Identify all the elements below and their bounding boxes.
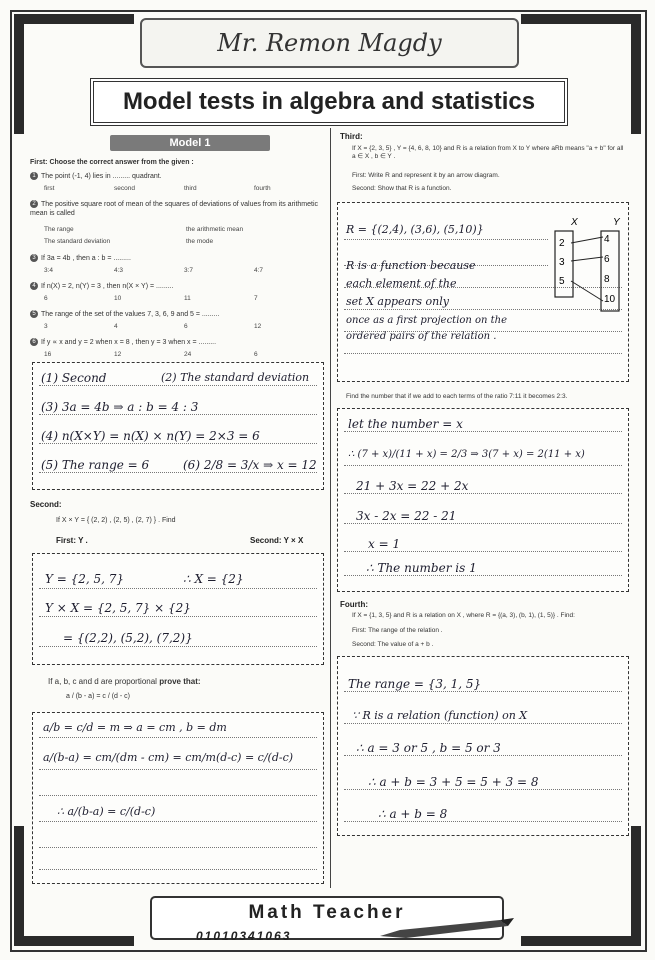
answer-line: 3x - 2x = 22 - 21 xyxy=(356,509,457,523)
answer-line: ∴ a/(b-a) = c/(d-c) xyxy=(57,805,156,818)
answer-line: a/b = c/d = m ⇒ a = cm , b = dm xyxy=(43,721,227,734)
frame-corner-bottom-left-vertical xyxy=(14,826,24,946)
answer-option[interactable]: second xyxy=(114,185,135,192)
answer-line: 21 + 3x = 22 + 2x xyxy=(356,479,469,493)
answer-option[interactable]: 11 xyxy=(184,295,191,302)
answer-option[interactable]: the arithmetic mean xyxy=(186,226,244,233)
answer-option[interactable]: 4:3 xyxy=(114,267,124,274)
answer-line: (1) Second xyxy=(41,371,107,385)
question-text: If n(X) = 2, n(Y) = 3 , then n(X × Y) = ......... xyxy=(41,283,174,290)
second-answer-box xyxy=(32,553,324,665)
mcq-question xyxy=(30,282,320,291)
answer-line: R is a function because xyxy=(346,259,476,272)
footer-label: Math Teacher xyxy=(248,902,406,923)
column-divider xyxy=(330,128,331,888)
answer-line: (3) 3a = 4b ⇒ a : b = 4 : 3 xyxy=(41,400,199,414)
fourth-second: Second: The value of a + b . xyxy=(352,641,434,648)
answer-option[interactable]: 6 xyxy=(184,323,188,330)
mcq-question xyxy=(30,338,320,347)
answer-option[interactable]: The range xyxy=(44,226,74,233)
question-text: If 3a = 4b , then a : b = ......... xyxy=(41,255,131,262)
y-set-element: 8 xyxy=(604,274,610,285)
third-first: First: Write R and represent it by an arrow diagram. xyxy=(352,172,500,179)
frame-corner-bottom-right-vertical xyxy=(631,826,641,946)
answer-line: x = 1 xyxy=(368,537,401,551)
footer-phone: 01010341063 xyxy=(196,929,292,943)
answer-option[interactable]: The standard deviation xyxy=(44,238,111,245)
answer-option[interactable]: 4 xyxy=(114,323,118,330)
answer-option[interactable]: 24 xyxy=(184,351,192,358)
answer-line: each element of the xyxy=(346,277,457,290)
answer-line: Y = {2, 5, 7} xyxy=(45,572,125,586)
answer-line: R = {(2,4), (3,6), (5,10)} xyxy=(346,223,484,236)
fourth-answer-box xyxy=(337,656,629,836)
question-number: 5 xyxy=(30,310,38,318)
first-answer-box xyxy=(32,362,324,490)
answer-line: ∴ a = 3 or 5 , b = 5 or 3 xyxy=(356,741,501,755)
x-set-element: 3 xyxy=(559,257,565,268)
second-second-label: Second: Y × X xyxy=(250,536,304,545)
arrow-diagram xyxy=(543,215,628,315)
ratio-question: Find the number that if we add to each terms of the ratio 7:11 it becomes 2:3. xyxy=(346,393,568,400)
second-question: If X × Y = { (2, 2) , (2, 5) , (2, 7) } . Find xyxy=(56,517,176,524)
proportion-answer-box xyxy=(32,712,324,884)
mcq-question xyxy=(30,310,320,319)
answer-line: Y × X = {2, 5, 7} × {2} xyxy=(45,601,191,615)
frame-corner-top-right-vertical xyxy=(631,14,641,134)
model-label: Model 1 xyxy=(110,135,270,151)
answer-option[interactable]: 3 xyxy=(44,323,48,330)
proportion-prove: prove that: xyxy=(159,677,201,686)
question-number: 1 xyxy=(30,172,38,180)
frame-corner-top-left-vertical xyxy=(14,14,24,134)
question-text: The range of the set of the values 7, 3, 6, 9 and 5 = ......... xyxy=(41,311,220,318)
teacher-name: Mr. Remon Magdy xyxy=(217,29,442,57)
question-text: If y ∝ x and y = 2 when x = 8 , then y = 3 when x = ......... xyxy=(41,339,217,346)
answer-line: a/(b-a) = cm/(dm - cm) = cm/m(d-c) = c/(d-c) xyxy=(43,751,294,764)
frame-corner-top-right xyxy=(521,14,641,24)
question-text: The point (-1, 4) lies in ......... quadrant. xyxy=(41,173,162,180)
answer-line: ∴ X = {2} xyxy=(183,572,244,586)
answer-option[interactable]: 12 xyxy=(114,351,122,358)
proportion-question xyxy=(48,677,201,686)
page-title-box xyxy=(90,78,568,126)
answer-line: set X appears only xyxy=(346,295,449,308)
answer-line: ∴ a + b = 3 + 5 = 5 + 3 = 8 xyxy=(368,775,539,789)
question-number: 2 xyxy=(30,200,38,208)
answer-line: = {(2,2), (5,2), (7,2)} xyxy=(63,631,193,645)
answer-line: once as a first projection on the xyxy=(346,315,508,326)
pencil-icon xyxy=(380,918,520,942)
answer-option[interactable]: 3:7 xyxy=(184,267,194,274)
answer-line: ∵ R is a relation (function) on X xyxy=(352,709,528,722)
arrow-2-to-4 xyxy=(571,237,603,243)
answer-line: ∴ The number is 1 xyxy=(366,561,477,575)
answer-option[interactable]: 3:4 xyxy=(44,267,54,274)
answer-option[interactable]: 6 xyxy=(44,295,48,302)
answer-option[interactable]: 7 xyxy=(254,295,258,302)
frame-corner-bottom-right xyxy=(521,936,641,946)
answer-option[interactable]: 16 xyxy=(44,351,52,358)
answer-option[interactable]: 12 xyxy=(254,323,262,330)
answer-line: let the number = x xyxy=(348,417,463,431)
answer-option[interactable]: fourth xyxy=(254,185,271,192)
ratio-answer-box xyxy=(337,408,629,592)
third-answer-box xyxy=(337,202,629,382)
teacher-name-plate xyxy=(140,18,519,68)
proportion-rhs: c / (d - c) xyxy=(102,693,131,700)
y-set-element: 10 xyxy=(604,294,616,305)
question-text: The positive square root of mean of the squares of deviations of values from its arithmetic mean is called xyxy=(30,201,319,217)
answer-line: (5) The range = 6 xyxy=(41,458,150,472)
y-set-label: Y xyxy=(613,217,620,228)
fourth-first: First: The range of the relation . xyxy=(352,627,443,634)
x-set-element: 5 xyxy=(559,276,565,287)
proportion-formula: a / (b - a) = c / (d - c) xyxy=(66,693,131,700)
x-set-label: X xyxy=(571,217,578,228)
third-question: If X = {2, 3, 5} , Y = {4, 6, 8, 10} and R is a relation from X to Y where aRb means "a + b" for all a ∈ X , b ∈ Y . xyxy=(352,145,624,160)
answer-option[interactable]: 6 xyxy=(254,351,258,358)
y-set-element: 6 xyxy=(604,254,610,265)
second-first-label: First: Y . xyxy=(56,536,88,545)
mcq-question xyxy=(30,254,320,263)
answer-line: ordered pairs of the relation . xyxy=(346,331,497,342)
first-heading: First: Choose the correct answer from the given : xyxy=(30,159,194,166)
fourth-heading: Fourth: xyxy=(340,600,368,609)
answer-line: (4) n(X×Y) = n(X) × n(Y) = 2×3 = 6 xyxy=(41,429,260,443)
proportion-text: If a, b, c and d are proportional xyxy=(48,677,157,686)
fourth-question: If X = {1, 3, 5} and R is a relation on X , where R = {(a, 3), (b, 1), (1, 5)} . Find: xyxy=(352,612,575,619)
x-set-element: 2 xyxy=(559,238,565,249)
page-title: Model tests in algebra and statistics xyxy=(122,88,536,115)
answer-line: ∴ a + b = 8 xyxy=(378,807,448,821)
question-number: 4 xyxy=(30,282,38,290)
third-second: Second: Show that R is a function. xyxy=(352,185,452,192)
mcq-question xyxy=(30,200,320,218)
answer-line: (6) 2/8 = 3/x ⇒ x = 12 xyxy=(183,458,317,472)
proportion-lhs: a / (b - a) xyxy=(66,693,95,700)
answer-option[interactable]: 10 xyxy=(114,295,122,302)
second-heading: Second: xyxy=(30,500,62,509)
answer-line: ∴ (7 + x)/(11 + x) = 2/3 ⇒ 3(7 + x) = 2(11 + x) xyxy=(348,449,585,460)
third-heading: Third: xyxy=(340,132,363,141)
frame-corner-top-left xyxy=(14,14,134,24)
arrow-3-to-6 xyxy=(571,257,603,261)
y-set-element: 4 xyxy=(604,234,610,245)
arrow-5-to-10 xyxy=(571,281,603,301)
answer-option[interactable]: first xyxy=(44,185,55,192)
answer-option[interactable]: the mode xyxy=(186,238,214,245)
answer-line: The range = {3, 1, 5} xyxy=(348,677,482,691)
frame-corner-bottom-left xyxy=(14,936,134,946)
answer-option[interactable]: 4:7 xyxy=(254,267,264,274)
answer-option[interactable]: third xyxy=(184,185,197,192)
mcq-question xyxy=(30,172,320,181)
question-number: 6 xyxy=(30,338,38,346)
question-number: 3 xyxy=(30,254,38,262)
answer-line: (2) The standard deviation xyxy=(161,371,310,384)
